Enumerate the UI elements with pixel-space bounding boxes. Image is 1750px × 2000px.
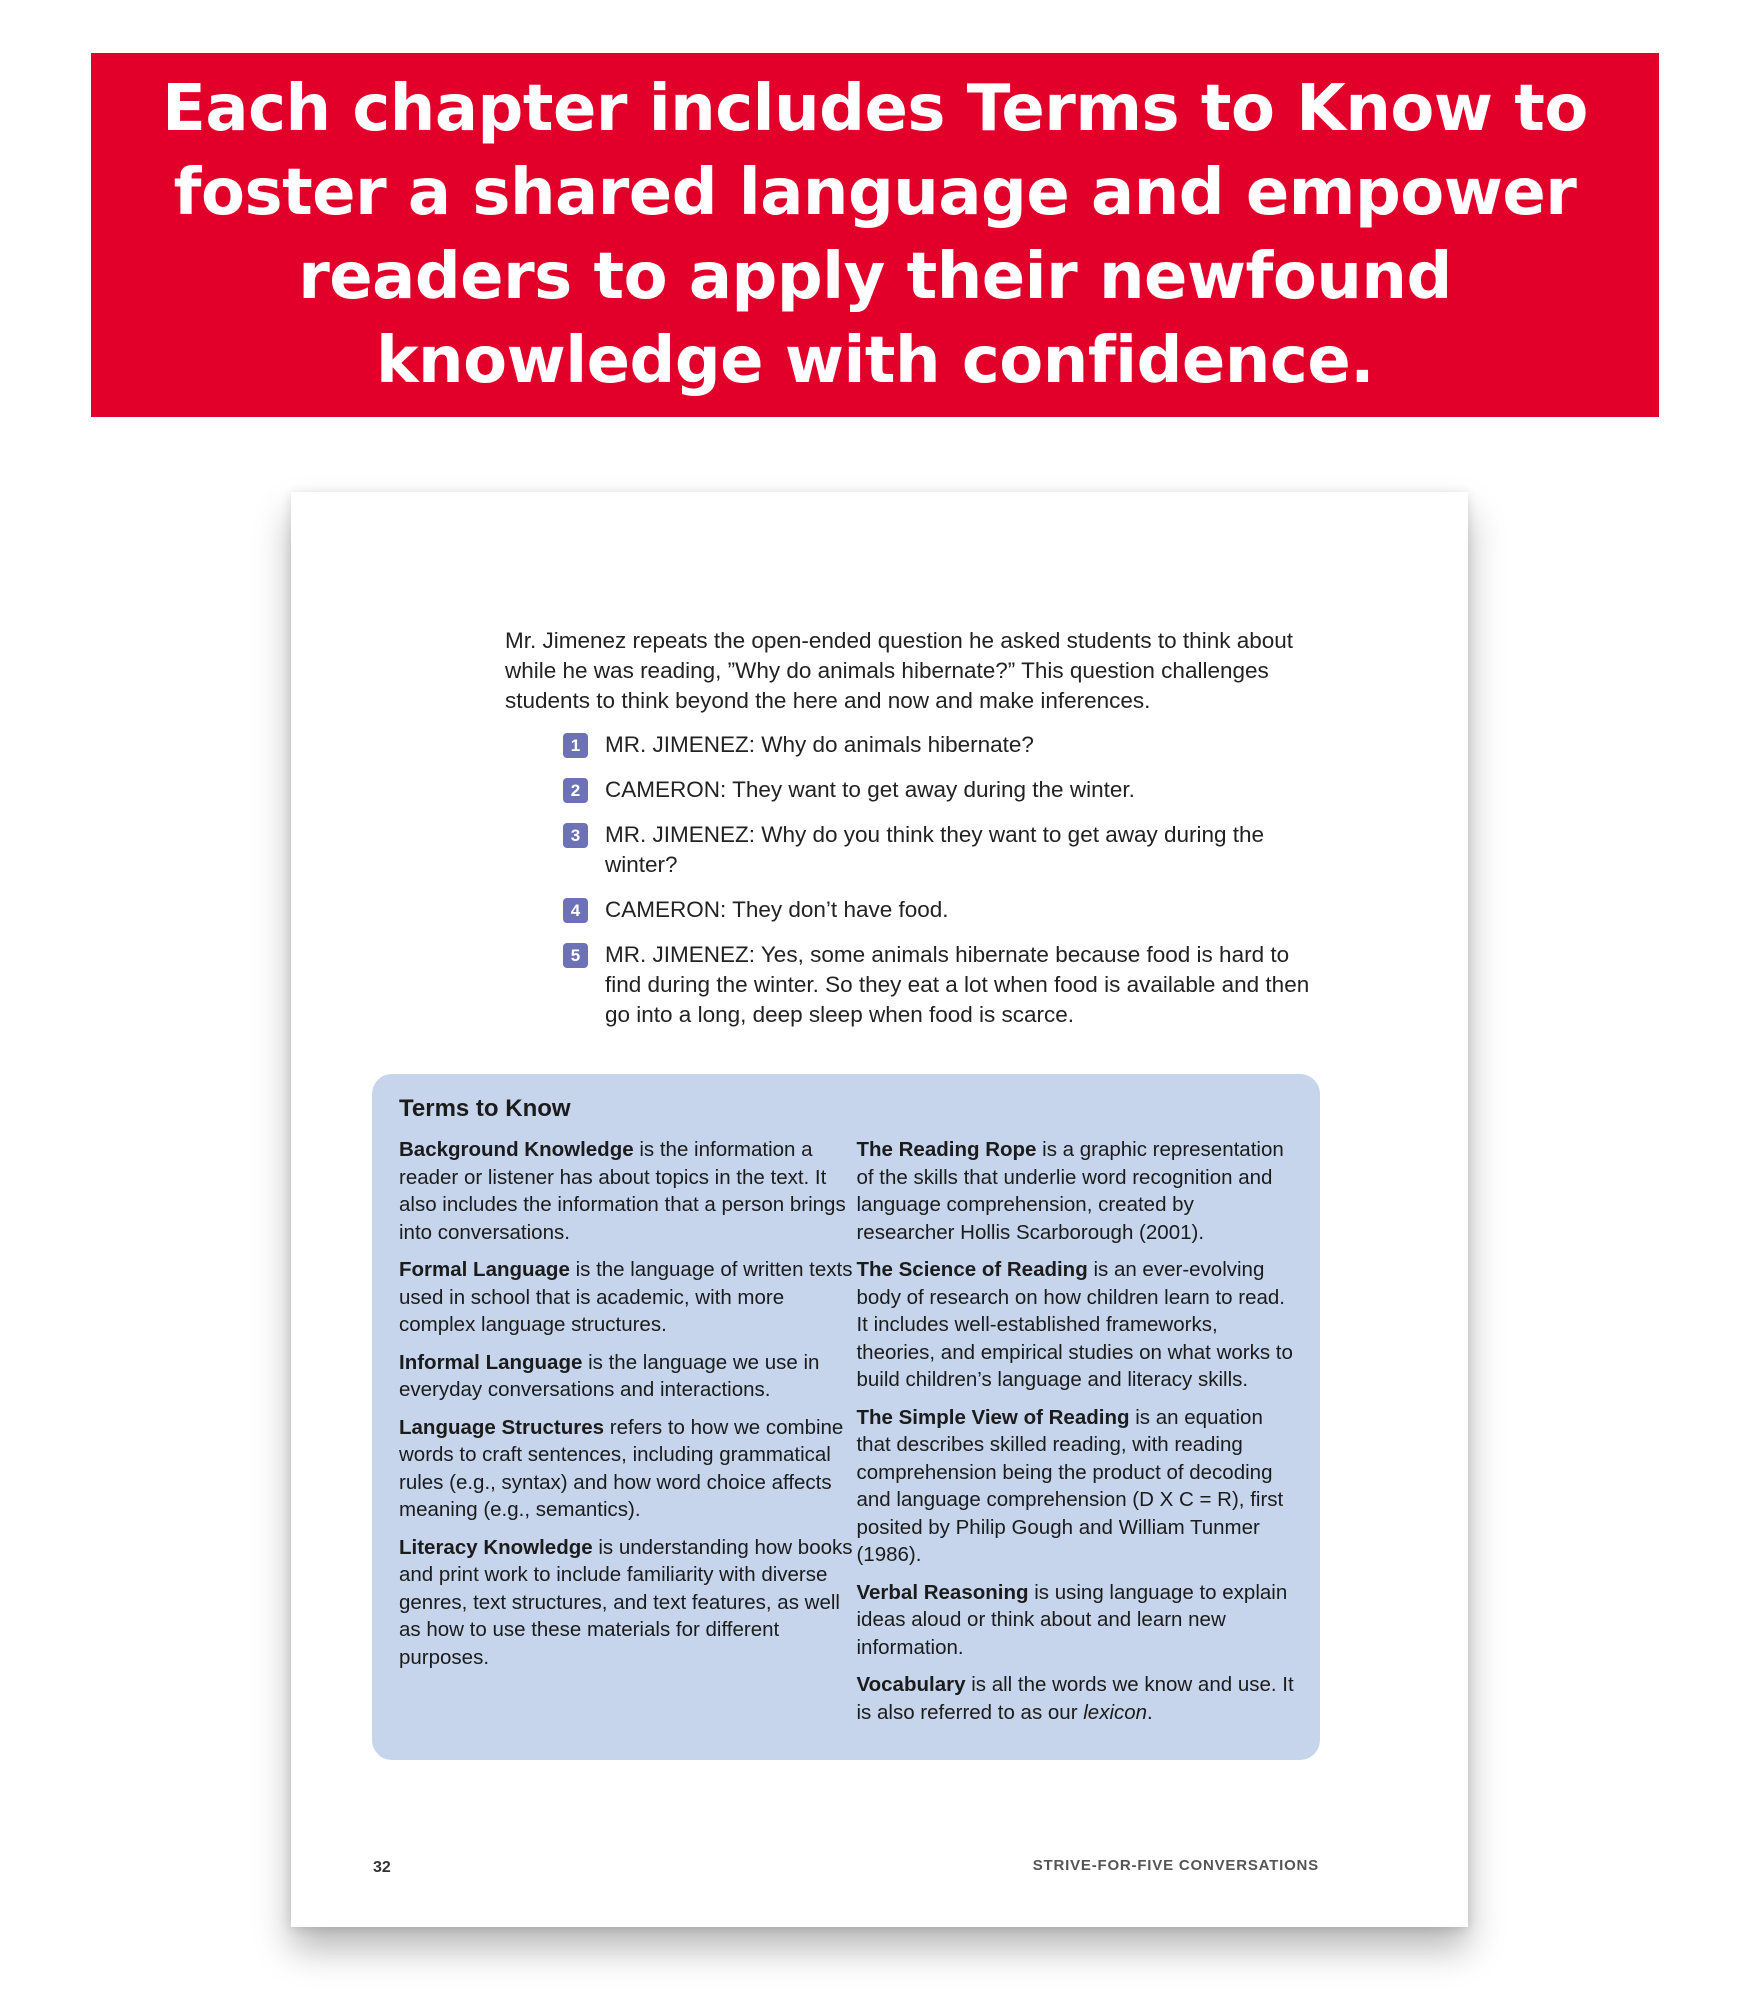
term-definition: is a graphic representation of the skills that underlie word recognition and language comprehension, created by researcher Hollis Scarborough (2001). [856, 1138, 1284, 1244]
speaker: MR. JIMENEZ [605, 822, 749, 847]
speaker: CAMERON [605, 777, 721, 802]
dialogue-line: 3 MR. JIMENEZ: Why do you think they want to get away during the winter? [563, 820, 1323, 880]
dialogue-line: 5 MR. JIMENEZ: Yes, some animals hibernate because food is hard to find during the winter. So they eat a lot when food is available and then go into a long, deep sleep when food is scarce. [563, 940, 1323, 1030]
line-number-badge: 5 [563, 943, 588, 968]
term-definition: refers to how we combine words to craft sentences, including grammatical rules (e.g., syntax) and how word choice affects meaning (e.g., semantics). [399, 1415, 844, 1521]
term-definition: is the language of written texts used in school that is academic, with more complex language structures. [399, 1258, 853, 1336]
term-italic: lexicon [1083, 1700, 1148, 1724]
line-number-badge: 1 [563, 733, 588, 758]
dialogue-line: 1 MR. JIMENEZ: Why do animals hibernate? [563, 730, 1323, 760]
headline-text: Each chapter includes Terms to Know to foster a shared language and empower readers to apply their newfound knowledge with confidence. [162, 72, 1588, 398]
book-page [291, 492, 1468, 1927]
term-name: Informal Language [399, 1350, 583, 1374]
running-head: STRIVE-FOR-FIVE CONVERSATIONS [1032, 1857, 1319, 1874]
terms-title: Terms to Know [399, 1095, 571, 1122]
term-name: Literacy Knowledge [399, 1535, 593, 1559]
terms-column-left [399, 1136, 856, 1736]
line-text: They don’t have food. [732, 897, 949, 922]
term-entry [856, 1256, 1296, 1394]
term-name: The Simple View of Reading [856, 1405, 1130, 1429]
line-number-badge: 2 [563, 778, 588, 803]
term-definition: is all the words we know and use. It is also referred to as our [856, 1673, 1294, 1724]
term-entry [399, 1349, 856, 1404]
term-entry [856, 1136, 1296, 1246]
term-entry [399, 1136, 856, 1246]
term-definition: is an equation that describes skilled reading, with reading comprehension being the product of decoding and language comprehension (D X C = R), first posited by Philip Gough and William Tunmer (1986). [856, 1405, 1284, 1566]
term-entry [856, 1404, 1296, 1569]
headline-banner [91, 53, 1659, 417]
line-number-badge: 4 [563, 898, 588, 923]
term-name: The Science of Reading [856, 1258, 1088, 1281]
line-text: Why do animals hibernate? [761, 732, 1034, 757]
term-definition: is the information a reader or listener has about topics in the text. It also includes the information that a person brings into conversations. [399, 1138, 846, 1244]
term-entry [399, 1414, 856, 1524]
term-definition: is understanding how books and print work to include familiarity with diverse genres, text structures, and text features, as well as how to use these materials for different purposes. [399, 1535, 853, 1669]
dialogue-line: 4 CAMERON: They don’t have food. [563, 895, 1323, 925]
term-name: Vocabulary [856, 1673, 966, 1696]
term-name: Formal Language [399, 1258, 570, 1281]
speaker: MR. JIMENEZ [605, 942, 749, 967]
term-definition: is using language to explain ideas aloud or think about and learn new information. [856, 1580, 1288, 1659]
speaker: MR. JIMENEZ [605, 732, 749, 757]
term-name: Background Knowledge [399, 1138, 634, 1161]
terms-to-know-box [372, 1074, 1320, 1760]
page-number: 32 [373, 1859, 391, 1876]
dialogue-list [563, 730, 1323, 1045]
dialogue-line: 2 CAMERON: They want to get away during the winter. [563, 775, 1323, 805]
term-entry [399, 1534, 856, 1672]
intro-paragraph: Mr. Jimenez repeats the open-ended question he asked students to think about while he was reading, ”Why do animals hibernate?” This question challenges students to think beyond the here and now and make inferences. [505, 628, 1294, 713]
line-text: Yes, some animals hibernate because food is hard to find during the winter. So they eat a lot when food is available and then go into a long, deep sleep when food is scarce. [605, 942, 1310, 1027]
line-number-badge: 3 [563, 823, 588, 848]
term-definition: is an ever-evolving body of research on how children learn to read. It includes well-established frameworks, theories, and empirical studies on what works to build children’s language and literacy skills. [856, 1258, 1293, 1391]
terms-column-right [856, 1136, 1296, 1736]
term-entry [856, 1671, 1296, 1726]
term-name: The Reading Rope [856, 1138, 1037, 1161]
speaker: CAMERON [605, 897, 721, 922]
term-name: Language Structures [399, 1415, 605, 1439]
term-definition: is the language we use in everyday conversations and interactions. [399, 1350, 820, 1401]
term-entry [399, 1256, 856, 1339]
line-text: They want to get away during the winter. [732, 777, 1135, 802]
term-tail: . [1147, 1700, 1153, 1724]
line-text: Why do you think they want to get away during the winter? [605, 822, 1265, 877]
term-entry [856, 1579, 1296, 1662]
term-name: Verbal Reasoning [856, 1580, 1029, 1604]
